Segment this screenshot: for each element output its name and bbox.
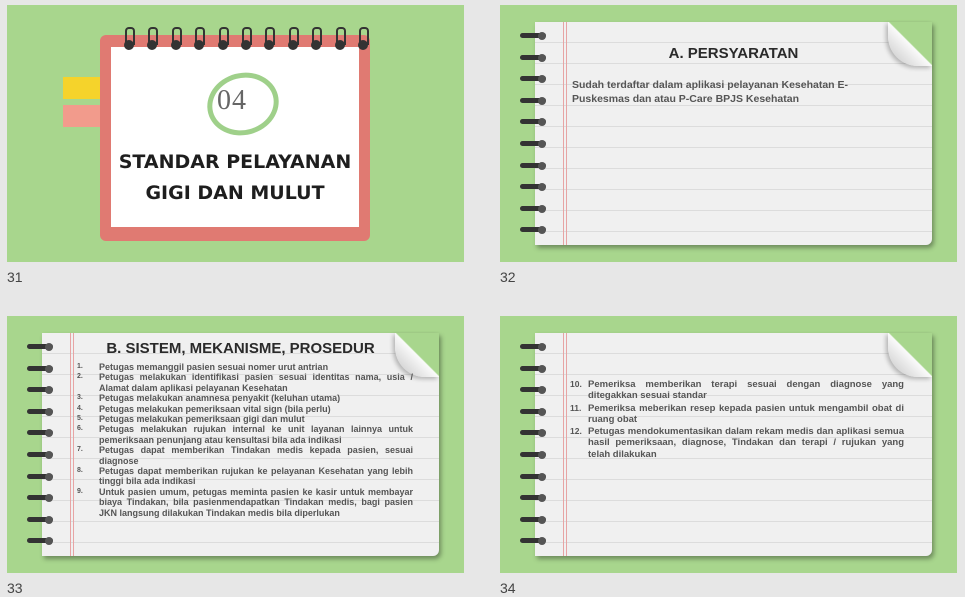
list-item-text: Pemeriksa meberikan resep kepada pasien untuk mengambil obat di ruang obat <box>588 402 904 425</box>
list-item-number: 12. <box>570 426 582 437</box>
list-item-number: 9. <box>77 487 83 495</box>
slide-thumbnail-33[interactable] <box>7 316 464 573</box>
list-item-text: Untuk pasien umum, petugas meminta pasien ke kasir untuk membayar biaya Tindakan, bila pasienmendapatkan Tindakan medis, bagi pasien JKN langsung dilakukan Tindakan medis bila diperlukan <box>99 486 413 518</box>
list-item-number: 4. <box>77 404 83 412</box>
margin-line <box>563 333 564 556</box>
spiral-coil-icon <box>27 538 55 544</box>
spiral-coil-icon <box>520 33 548 39</box>
list-item <box>570 379 904 402</box>
spiral-coil-icon <box>520 141 548 147</box>
notepad-ring-icon <box>289 27 297 49</box>
list-item-number: 11. <box>570 402 582 413</box>
slide-thumbnail-31[interactable] <box>7 5 464 262</box>
list-item-text: Petugas melakukan identifikasi pasien sesuai identitas nama, usia / Alamat dalam aplikasi pelayanan Kesehatan <box>99 372 413 393</box>
list-item <box>77 424 413 445</box>
spiral-coil-icon <box>520 344 548 350</box>
slide-title: B. SISTEM, MEKANISME, PROSEDUR <box>106 340 375 357</box>
spiral-coil-icon <box>520 409 548 415</box>
slide-body-text: Sudah terdaftar dalam aplikasi pelayanan Kesehatan E-Puskesmas dan atau P-Care BPJS Kesehatan <box>572 79 849 105</box>
spiral-coil-icon <box>27 387 55 393</box>
notepad-ring-icon <box>219 27 227 49</box>
list-item <box>77 414 413 424</box>
notepad-ring-icon <box>265 27 273 49</box>
list-item-text: Petugas melakukan rujukan internal ke unit layanan lainnya untuk pemeriksaan penunjang atau kensultasi bila ada indikasi <box>99 424 413 445</box>
notepad-ring-icon <box>195 27 203 49</box>
slide-title <box>111 147 359 209</box>
slide-number: 31 <box>7 269 23 285</box>
notepad-ring-icon <box>125 27 133 49</box>
list-item-text: Petugas dapat memberikan Tindakan medis kepada pasien, sesuai diagnose <box>99 445 413 466</box>
slide-title-line-1: STANDAR PELAYANAN <box>118 151 352 173</box>
spiral-coil-icon <box>520 227 548 233</box>
list-item <box>570 403 904 426</box>
page-curl-icon <box>888 333 932 377</box>
slide-number: 32 <box>500 269 516 285</box>
spiral-coil-icon <box>27 366 55 372</box>
margin-line <box>70 333 71 556</box>
list-item-number: 2. <box>77 373 83 381</box>
spiral-coil-icon <box>27 452 55 458</box>
notepad-ring-icon <box>242 27 250 49</box>
list-item-number: 7. <box>77 446 83 454</box>
spiral-coil-icon <box>27 517 55 523</box>
slide-title: A. PERSYARATAN <box>668 45 799 62</box>
spiral-coil-icon <box>520 98 548 104</box>
list-item-text: Petugas dapat memberikan rujukan ke pelayanan Kesehatan yang lebih tinggi bila ada indikasi <box>99 466 413 487</box>
list-item-number: 3. <box>77 394 83 402</box>
list-item-number: 8. <box>77 467 83 475</box>
spiral-coil-icon <box>520 538 548 544</box>
list-item <box>77 393 413 403</box>
spiral-coil-icon <box>520 387 548 393</box>
spiral-coil-icon <box>520 206 548 212</box>
list-item <box>77 487 413 518</box>
slide-title-line-2: GIGI DAN MULUT <box>145 182 325 204</box>
spiral-coil-icon <box>520 184 548 190</box>
list-item <box>570 426 904 460</box>
list-item <box>77 404 413 414</box>
spiral-coil-icon <box>27 409 55 415</box>
list-item <box>77 466 413 487</box>
spiral-coil-icon <box>520 517 548 523</box>
slide-thumbnail-34[interactable] <box>500 316 957 573</box>
spiral-coil-icon <box>520 366 548 372</box>
list-item-text: Petugas memanggil pasien sesuai nomer urut antrian <box>99 362 329 372</box>
slide-number: 33 <box>7 580 23 596</box>
section-number-badge: 04 <box>217 85 247 116</box>
list-item-text: Petugas mendokumentasikan dalam rekam medis dan aplikasi semua hasil pemeriksaan, diagnose, Tindakan dan terapi / rujukan yang telah dilakukan <box>588 426 904 460</box>
notepad-ring-icon <box>359 27 367 49</box>
list-item <box>77 445 413 466</box>
procedure-list <box>570 379 904 461</box>
spiral-coil-icon <box>520 119 548 125</box>
spiral-coil-icon <box>520 430 548 436</box>
list-item-text: Petugas melakukan anamnesa penyakit (keluhan utama) <box>99 393 341 404</box>
spiral-coil-icon <box>27 495 55 501</box>
spiral-coil-icon <box>27 344 55 350</box>
spiral-coil-icon <box>520 495 548 501</box>
spiral-coil-icon <box>520 474 548 480</box>
spiral-coil-icon <box>27 474 55 480</box>
list-item-number: 1. <box>77 363 83 370</box>
list-item-text: Petugas melakukan pemeriksaan vital sign (bila perlu) <box>99 403 331 414</box>
list-item <box>77 362 413 372</box>
list-item-text: Pemeriksa memberikan terapi sesuai dengan diagnose yang ditegakkan sesuai standar <box>588 379 904 402</box>
list-item <box>77 372 413 393</box>
notepad-ring-icon <box>312 27 320 49</box>
spiral-coil-icon <box>520 452 548 458</box>
spiral-coil-icon <box>520 76 548 82</box>
procedure-list <box>77 362 413 518</box>
list-item-number: 5. <box>77 415 83 423</box>
list-item-number: 10. <box>570 379 582 389</box>
notepad-ring-icon <box>336 27 344 49</box>
spiral-coil-icon <box>520 55 548 61</box>
spiral-coil-icon <box>520 163 548 169</box>
list-item-number: 6. <box>77 425 83 433</box>
margin-line <box>566 333 567 556</box>
notepad-ring-icon <box>148 27 156 49</box>
slide-number: 34 <box>500 580 516 596</box>
list-item-text: Petugas melakukan pemeriksaan gigi dan mulut <box>99 414 305 425</box>
notepad-ring-icon <box>172 27 180 49</box>
spiral-coil-icon <box>27 430 55 436</box>
margin-line <box>73 333 74 556</box>
slide-thumbnail-32[interactable] <box>500 5 957 262</box>
